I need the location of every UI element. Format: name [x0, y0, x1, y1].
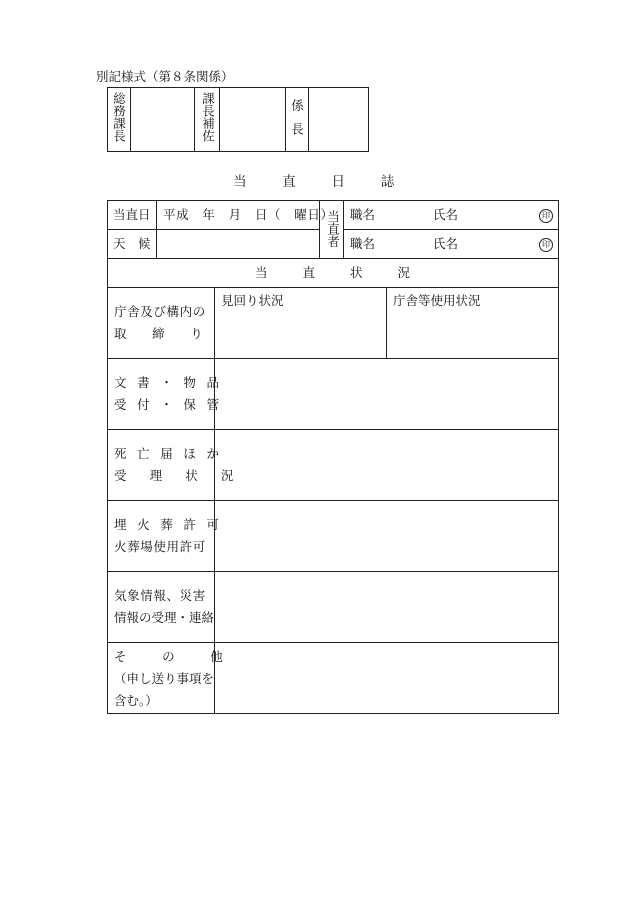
patrol-status-label: 見回り状況	[221, 293, 284, 308]
approval-divider	[308, 87, 309, 152]
duty-date-field[interactable]: 平成 年 月 日（ 曜日）	[163, 207, 334, 222]
row-divider	[107, 229, 319, 230]
section-label-premises-2: 取締り	[114, 326, 229, 341]
row-divider	[343, 229, 559, 230]
section-label-documents-2: 受付・保管	[114, 397, 230, 412]
title-char: 日	[331, 174, 348, 190]
status-char: 直	[302, 265, 315, 280]
section-label-death-notice: 死亡届ほか	[114, 446, 230, 461]
section-label-documents: 文書・物品	[114, 375, 230, 390]
section-label-weather-info: 気象情報、災害	[114, 588, 206, 603]
facility-usage-label: 庁舎等使用状況	[393, 293, 481, 308]
duty-date-label: 当直日	[113, 207, 151, 222]
status-char: 状	[349, 265, 363, 280]
section-label-burial-permit-2: 火葬場使用許可	[114, 539, 206, 554]
col-divider	[156, 200, 157, 258]
section-label-weather-info-2: 情報の受理・連絡	[114, 610, 215, 625]
form-label: 別記様式（第８条関係）	[96, 69, 234, 84]
title-char: 誌	[380, 174, 397, 190]
status-header	[255, 267, 410, 280]
approval-box-border	[107, 87, 369, 152]
approval-label-section-chief: 係長	[289, 99, 305, 146]
section-label-burial-permit: 埋火葬許可	[114, 517, 230, 532]
title-char: 当	[233, 174, 250, 190]
weather-label: 天 候	[113, 236, 151, 251]
approval-divider	[130, 87, 131, 152]
approval-label-general-affairs-chief: 総務課長	[111, 92, 127, 142]
page-title	[0, 170, 630, 190]
job-title-label-1: 職名	[350, 207, 376, 222]
row-divider	[107, 571, 559, 572]
title-char: 直	[282, 174, 299, 190]
approval-divider	[219, 87, 220, 152]
approval-divider	[285, 87, 286, 152]
status-char: 況	[397, 265, 410, 280]
status-char: 当	[255, 265, 268, 280]
section-label-other-2: （申し送り事項を	[114, 671, 215, 686]
row-divider	[107, 358, 559, 359]
duty-officer-label: 当直者	[325, 210, 341, 248]
section-label-death-notice-2: 受理状況	[114, 468, 257, 483]
seal-icon: 印	[539, 238, 553, 252]
col-divider	[343, 200, 344, 258]
approval-label-deputy-chief: 課長補佐	[200, 92, 216, 142]
row-divider	[107, 500, 559, 501]
seal-icon: 印	[539, 209, 553, 223]
section-label-other-3: 含む。）	[114, 693, 158, 708]
approval-divider	[194, 87, 195, 152]
name-label-1: 氏名	[433, 207, 459, 222]
col-divider	[386, 287, 387, 358]
row-divider	[107, 642, 559, 643]
job-title-label-2: 職名	[350, 236, 376, 251]
section-label-other: その他	[114, 649, 259, 664]
row-divider	[107, 287, 559, 288]
row-divider	[107, 429, 559, 430]
name-label-2: 氏名	[433, 236, 459, 251]
section-label-premises: 庁舎及び構内の	[114, 304, 206, 319]
row-divider	[107, 258, 559, 259]
